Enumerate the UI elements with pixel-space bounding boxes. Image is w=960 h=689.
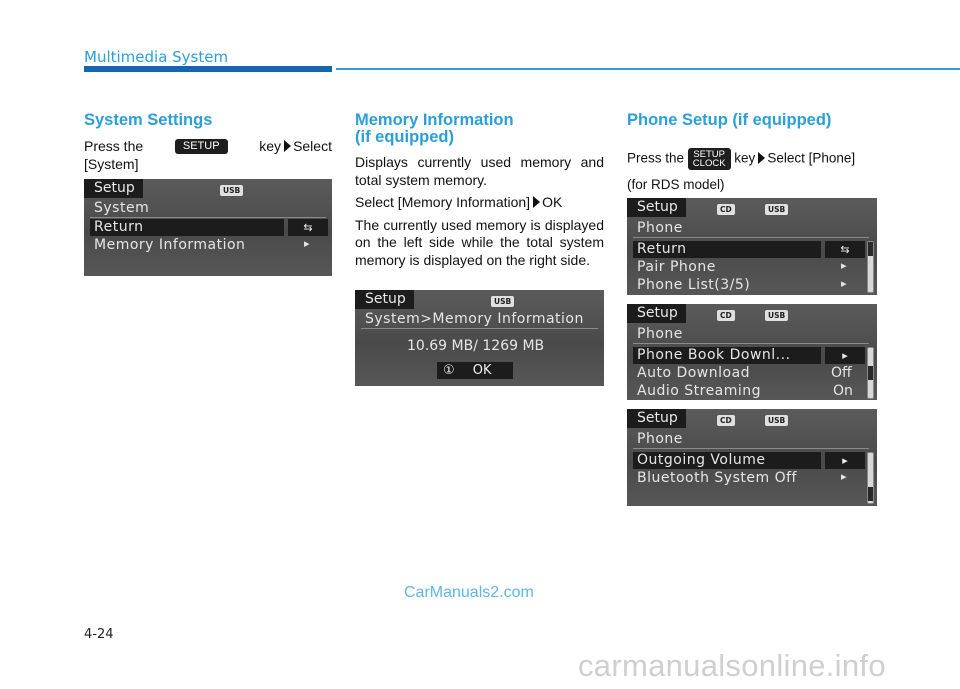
instruction-select: Select [293, 138, 332, 154]
memory-information-subheading: (if equipped) [355, 128, 454, 146]
usb-badge: USB [765, 310, 788, 321]
setup-key-icon: SETUP [175, 139, 228, 154]
menu-row-return[interactable]: Return [633, 241, 821, 258]
screen-title-phone: Phone [637, 326, 683, 342]
usb-badge: USB [491, 296, 514, 307]
menu-row-phone-list[interactable]: Phone List(3/5) [637, 277, 751, 293]
cd-badge: CD [717, 415, 735, 426]
setup-clock-key-icon [688, 148, 731, 170]
scrollbar-thumb[interactable] [868, 487, 873, 501]
menu-row-pair-phone[interactable]: Pair Phone [637, 259, 716, 275]
key-clock-text: CLOCK [692, 158, 726, 169]
instruction-key-select [259, 138, 332, 156]
auto-download-value: Off [831, 365, 852, 381]
menu-row-return[interactable]: Return [90, 219, 284, 236]
screen-tab-setup: Setup [355, 290, 414, 309]
instruction-system: [System] [84, 155, 139, 172]
menu-row-system: System [94, 200, 150, 216]
scrollbar-thumb[interactable] [868, 366, 873, 380]
screen-divider [361, 328, 598, 329]
memory-instruction-ok: OK [542, 194, 563, 210]
header-rule [336, 68, 960, 70]
menu-row-audio-streaming[interactable]: Audio Streaming [637, 383, 762, 399]
return-icon: ⇆ [288, 219, 328, 236]
arrow-right-icon [758, 152, 765, 164]
screen-title-phone: Phone [637, 220, 683, 236]
return-icon: ⇆ [825, 241, 865, 258]
scrollbar[interactable] [867, 452, 874, 504]
screen-tab-setup: Setup [627, 198, 686, 217]
system-settings-section [84, 112, 332, 173]
menu-row-auto-download[interactable]: Auto Download [637, 365, 751, 381]
system-settings-instruction [84, 138, 332, 156]
chevron-right-icon: ▸ [841, 470, 847, 483]
arrow-right-icon [284, 140, 291, 152]
screen-divider [633, 237, 869, 238]
screen-title-phone: Phone [637, 431, 683, 447]
usb-badge: USB [765, 204, 788, 215]
memory-description: Displays currently used memory and total system memory. [355, 154, 604, 188]
phone-setup-instruction [627, 148, 877, 170]
memory-information-section [355, 112, 604, 269]
instruction-key: key [734, 150, 756, 166]
screen-tab-setup: Setup [84, 179, 143, 198]
phone-setup-heading: Phone Setup (if equipped) [627, 111, 832, 129]
screen-divider [633, 448, 869, 449]
cd-badge: CD [717, 204, 735, 215]
chevron-right-icon: ▸ [825, 347, 865, 364]
scrollbar[interactable] [867, 347, 874, 399]
arrow-right-icon [533, 196, 540, 208]
page-number: 4-24 [84, 627, 114, 642]
chevron-right-icon: ▸ [841, 259, 847, 272]
menu-row-bluetooth-system-off[interactable]: Bluetooth System Off [637, 470, 797, 486]
memory-value: 10.69 MB/ 1269 MB [407, 338, 545, 354]
system-settings-heading: System Settings [84, 111, 213, 129]
screen-divider [90, 217, 326, 218]
cd-badge: CD [717, 310, 735, 321]
watermark-carmanuals2: CarManuals2.com [404, 584, 534, 601]
phone-screen-3 [627, 409, 877, 506]
memory-instruction-select: Select [Memory Information] [355, 194, 531, 210]
info-icon: ① [443, 363, 455, 378]
key-setup-text: SETUP [693, 149, 725, 160]
screen-tab-setup: Setup [627, 409, 686, 428]
instruction-press: Press the [84, 138, 144, 154]
header-bar [84, 66, 332, 72]
system-settings-screen [84, 179, 332, 276]
ok-button[interactable] [437, 362, 513, 379]
chevron-right-icon: ▸ [841, 277, 847, 290]
screen-path: System>Memory Information [365, 311, 584, 327]
menu-row-outgoing-volume[interactable]: Outgoing Volume [633, 452, 821, 469]
scrollbar-thumb[interactable] [868, 242, 873, 256]
scrollbar[interactable] [867, 241, 874, 293]
watermark-carmanualsonline: carmanualsonline.info [578, 648, 886, 683]
screen-divider [633, 343, 869, 344]
memory-information-screen [355, 290, 604, 386]
instruction-select-phone: Select [Phone] [767, 150, 856, 166]
usb-badge: USB [220, 185, 243, 196]
audio-streaming-value: On [833, 383, 853, 399]
chevron-right-icon: ▸ [304, 237, 310, 250]
phone-setup-section [627, 112, 877, 194]
phone-screen-1 [627, 198, 877, 295]
chevron-right-icon: ▸ [825, 452, 865, 469]
instruction-key: key [259, 138, 282, 154]
instruction-press: Press the [627, 150, 685, 166]
usb-badge: USB [765, 415, 788, 426]
menu-row-phone-book-download[interactable]: Phone Book Downl... [633, 347, 821, 364]
rds-model-note: (for RDS model) [627, 177, 725, 192]
memory-explanation: The currently used memory is displayed on the left side while the total system memory is displayed on the right side. [355, 216, 604, 268]
screen-tab-setup: Setup [627, 304, 686, 323]
section-title: Multimedia System [84, 48, 229, 66]
ok-label: OK [472, 363, 492, 378]
menu-row-memory-information[interactable]: Memory Information [94, 237, 246, 253]
memory-information-heading: Memory Information [355, 111, 514, 129]
memory-instruction [355, 194, 604, 212]
phone-screen-2 [627, 304, 877, 400]
